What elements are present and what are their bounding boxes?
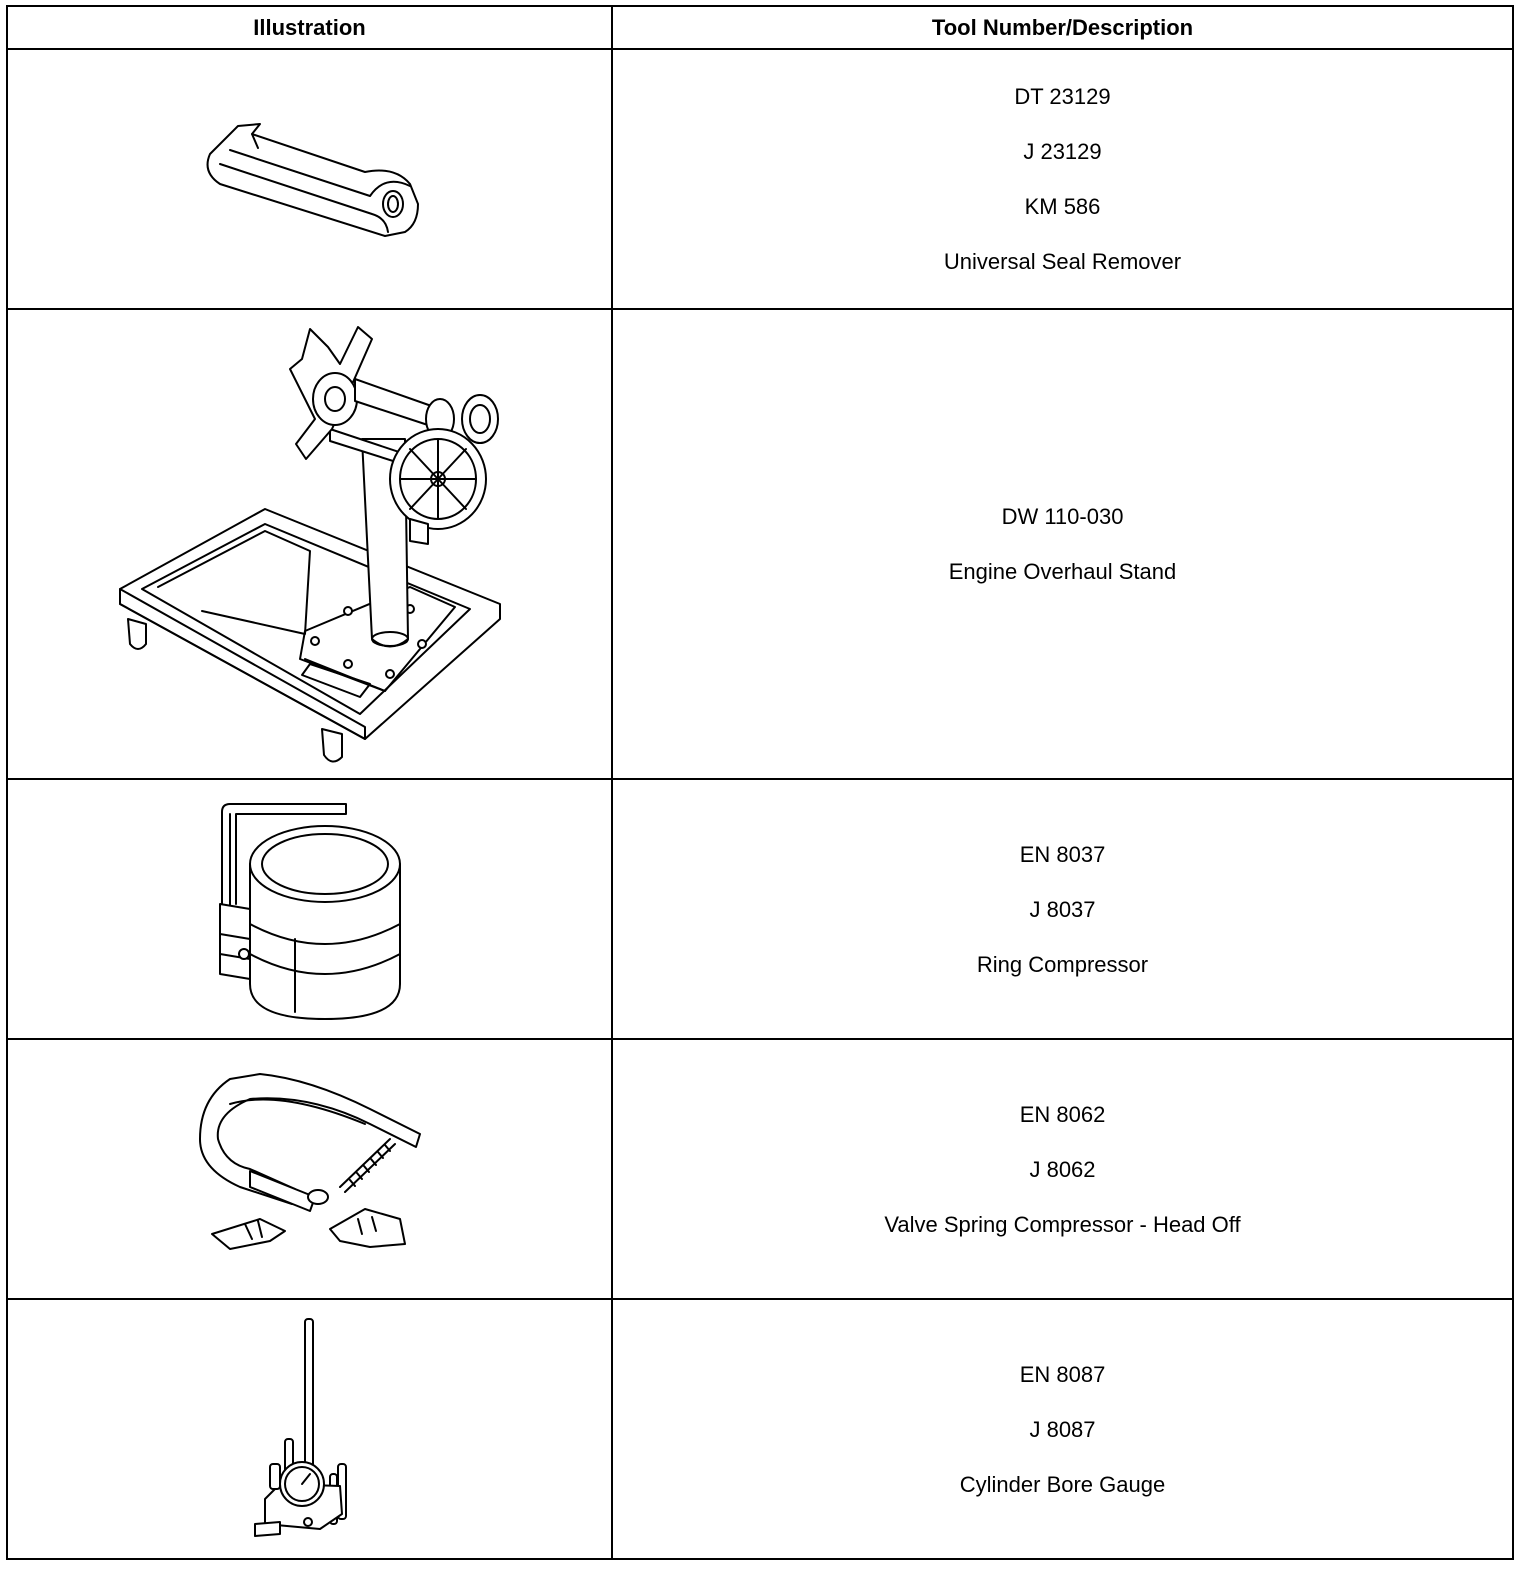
table-row — [7, 309, 1513, 779]
tool-number: J 23129 — [1023, 139, 1102, 164]
description-cell — [612, 779, 1513, 1039]
illustration-cell — [7, 1299, 612, 1559]
illustration-cell — [7, 779, 612, 1039]
engine-stand-icon — [110, 319, 510, 769]
tool-number: EN 8062 — [1019, 1101, 1106, 1127]
header-tool-description: Tool Number/Description — [612, 6, 1513, 49]
tool-number: DW 110-030 — [1001, 504, 1124, 529]
tool-number: J 8087 — [1029, 1416, 1096, 1442]
table-row — [7, 779, 1513, 1039]
description-cell — [612, 309, 1513, 779]
special-tools-table — [6, 5, 1514, 1560]
description-cell — [612, 49, 1513, 309]
bore-gauge-icon — [250, 1314, 370, 1544]
valve-spring-compressor-icon — [190, 1069, 430, 1269]
tool-number: KM 586 — [1024, 194, 1101, 219]
tool-description: Ring Compressor — [976, 951, 1149, 977]
tool-description: Universal Seal Remover — [943, 249, 1182, 274]
ring-compressor-icon — [210, 794, 410, 1024]
header-row — [7, 6, 1513, 49]
tool-number: J 8037 — [1029, 896, 1096, 922]
tool-number: J 8062 — [1029, 1156, 1096, 1182]
tool-number: EN 8087 — [1019, 1361, 1106, 1387]
illustration-cell — [7, 49, 612, 309]
description-cell — [612, 1299, 1513, 1559]
seal-remover-icon — [190, 114, 430, 244]
header-illustration: Illustration — [7, 6, 612, 49]
table-row — [7, 1299, 1513, 1559]
tool-description: Cylinder Bore Gauge — [959, 1471, 1166, 1497]
illustration-cell — [7, 1039, 612, 1299]
tool-number: DT 23129 — [1014, 84, 1111, 109]
table-row — [7, 1039, 1513, 1299]
table-row — [7, 49, 1513, 309]
tool-number: EN 8037 — [1019, 841, 1106, 867]
illustration-cell — [7, 309, 612, 779]
tool-description: Valve Spring Compressor - Head Off — [884, 1211, 1241, 1237]
tool-description: Engine Overhaul Stand — [948, 559, 1177, 584]
description-cell — [612, 1039, 1513, 1299]
